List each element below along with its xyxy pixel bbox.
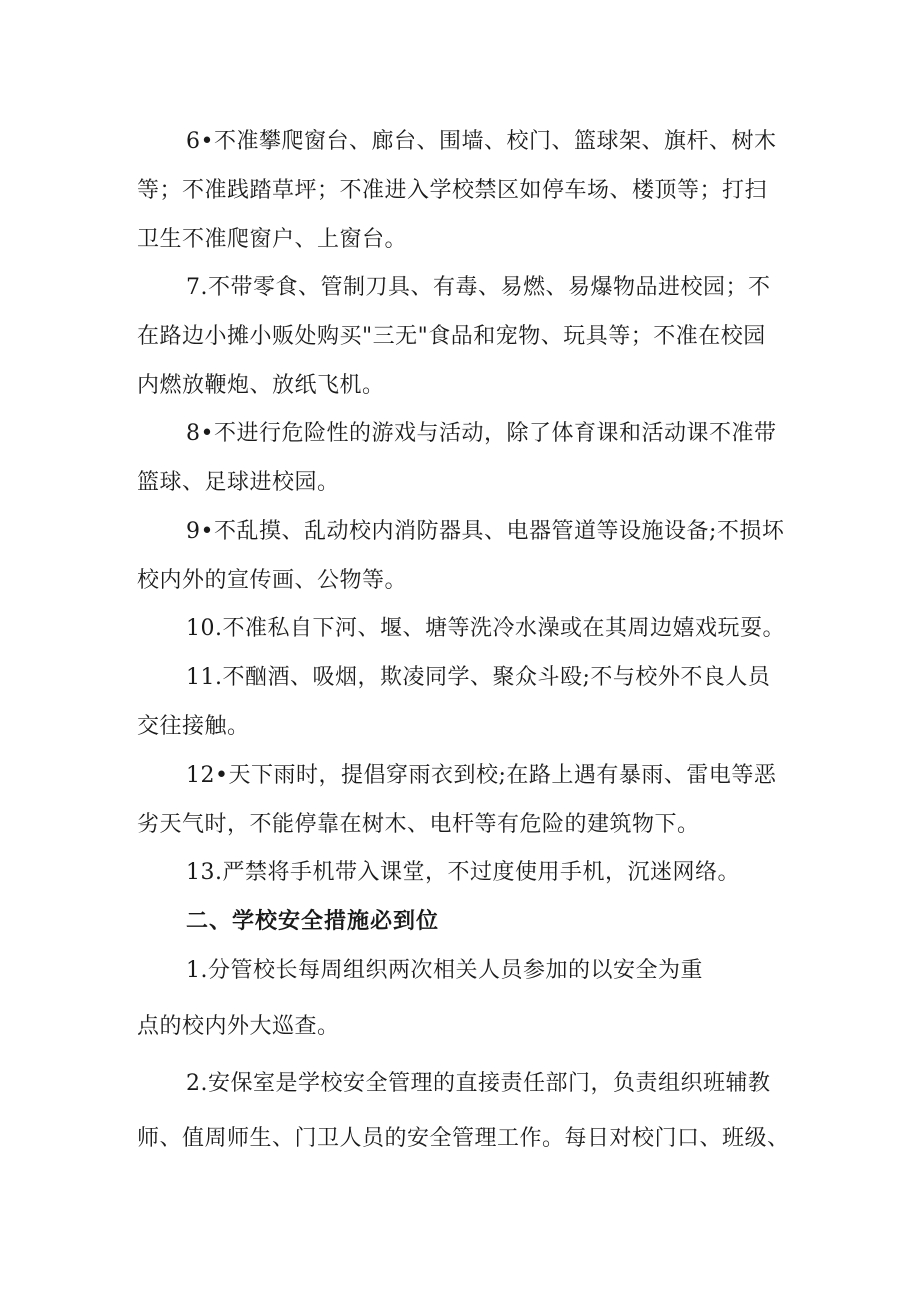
rule-6-line-1: 6•不准攀爬窗台、廊台、围墙、校门、篮球架、旗杆、树木 <box>186 129 777 154</box>
rule-10-line-1: 10.不准私自下河、堰、塘等洗冷水澡或在其周边嬉戏玩耍。 <box>186 616 785 641</box>
rule-13-line-1: 13.严禁将手机带入课堂，不过度使用手机，沉迷网络。 <box>186 860 740 885</box>
rule-8-line-1: 8•不进行危险性的游戏与活动，除了体育课和活动课不准带 <box>186 421 777 446</box>
measure-2-line-2: 师、值周师生、门卫人员的安全管理工作。每日对校门口、班级、 <box>137 1126 790 1151</box>
measure-2-line-1: 2.安保室是学校安全管理的直接责任部门，负责组织班辅教 <box>186 1071 771 1096</box>
rule-6-line-2: 等；不准践踏草坪；不准进入学校禁区如停车场、楼顶等；打扫 <box>137 178 768 203</box>
rule-12-line-1: 12•天下雨时，提倡穿雨衣到校;在路上遇有暴雨、雷电等恶 <box>186 763 777 788</box>
measure-1-line-2: 点的校内外大巡查。 <box>137 1014 340 1039</box>
rule-7-line-2: 在路边小摊小贩处购买"三无"食品和宠物、玩具等；不准在校园 <box>137 324 766 349</box>
rule-11-line-1: 11.不酗酒、吸烟，欺凌同学、聚众斗殴;不与校外不良人员 <box>186 665 771 690</box>
rule-7-line-1: 7.不带零食、管制刀具、有毒、易燃、易爆物品进校园；不 <box>186 275 771 300</box>
rule-7-line-3: 内燃放鞭炮、放纸飞机。 <box>137 373 385 398</box>
rule-11-line-2: 交往接触。 <box>137 714 250 739</box>
rule-9-line-2: 校内外的宣传画、公物等。 <box>137 568 408 593</box>
rule-9-line-1: 9•不乱摸、乱动校内消防器具、电器管道等设施设备;不损坏 <box>186 519 785 544</box>
rule-6-line-3: 卫生不准爬窗户、上窗台。 <box>137 227 408 252</box>
measure-1-line-1: 1.分管校长每周组织两次相关人员参加的以安全为重 <box>186 958 703 983</box>
rule-8-line-2: 篮球、足球进校园。 <box>137 470 340 495</box>
section-heading: 二、学校安全措施必到位 <box>186 909 440 934</box>
rule-12-line-2: 劣天气时，不能停靠在树木、电杆等有危险的建筑物下。 <box>137 812 700 837</box>
